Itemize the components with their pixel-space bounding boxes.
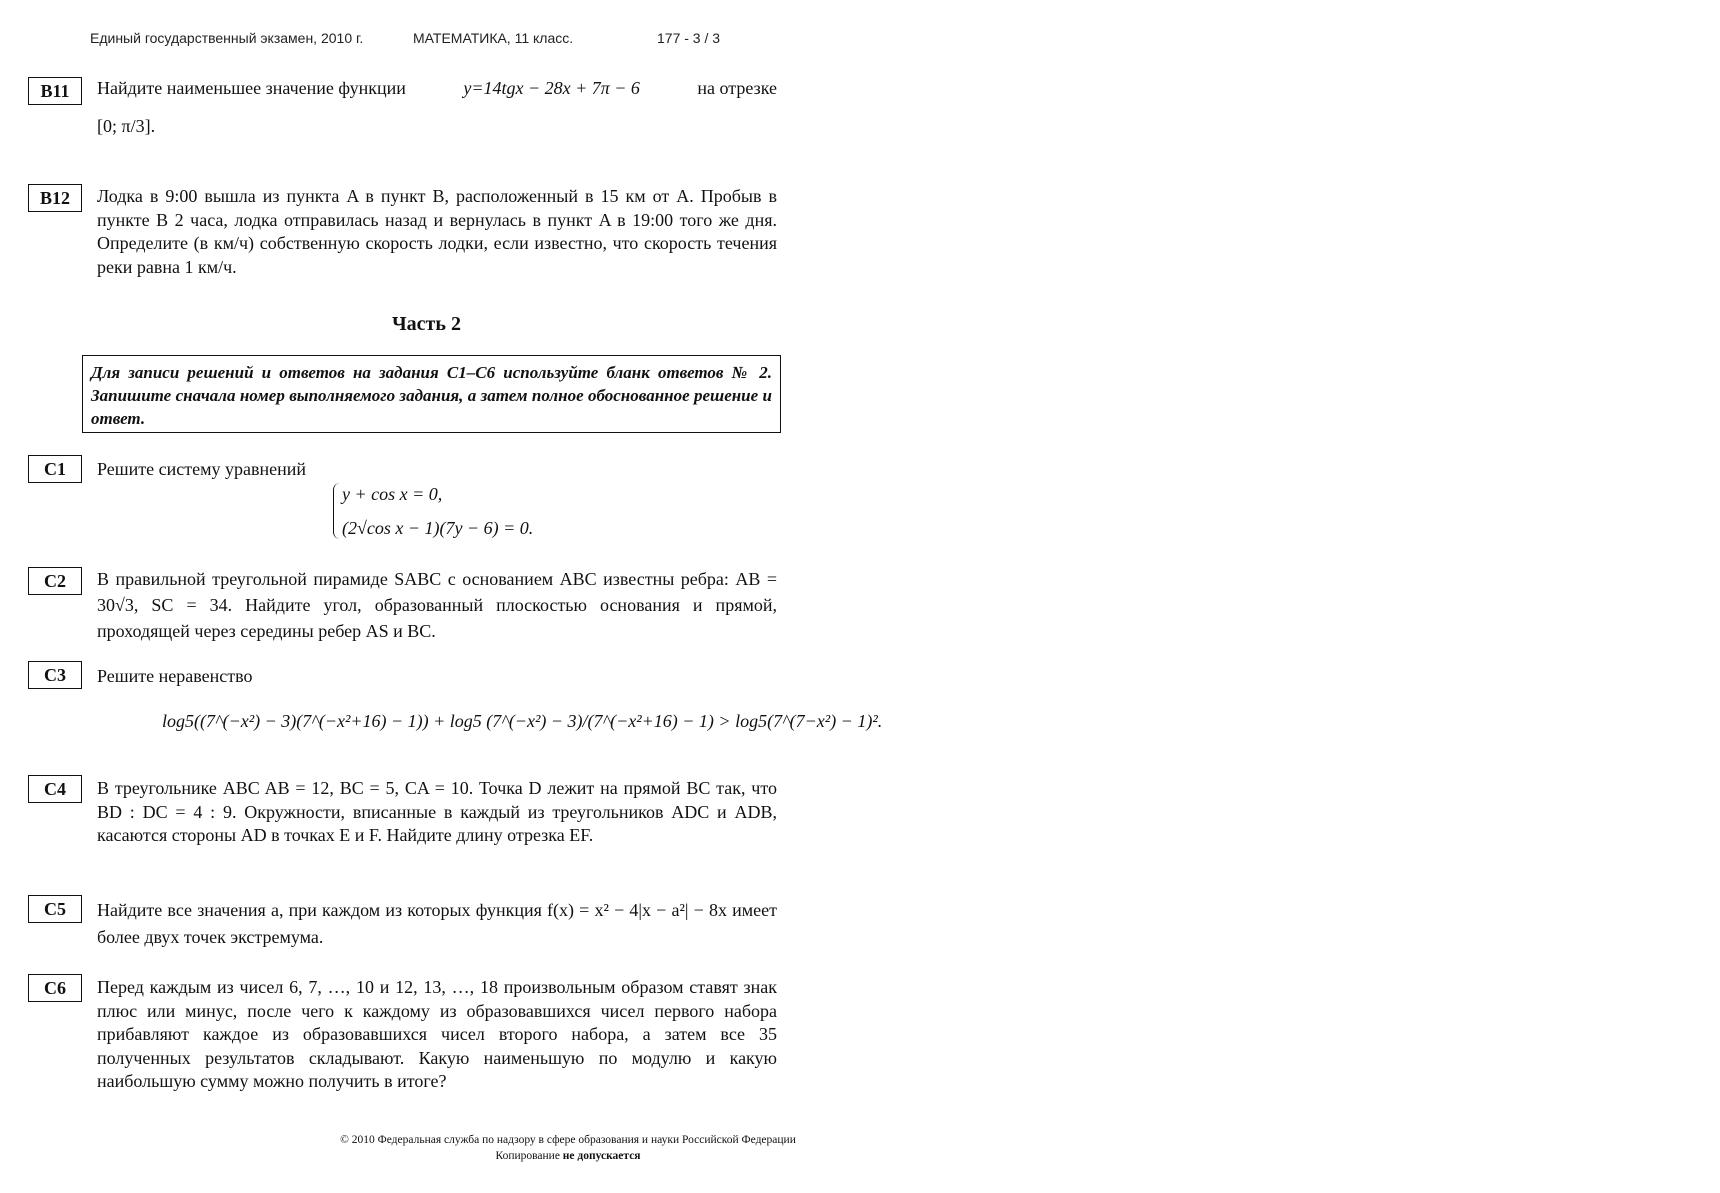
b11-after: на отрезке (697, 78, 777, 98)
c1-eq1: y + cos x = 0, (342, 484, 443, 504)
c1-eq2: (2√cos x − 1)(7y − 6) = 0. (342, 518, 534, 538)
footer-copy-text: Копирование (495, 1150, 560, 1162)
part2-instructions: Для записи решений и ответов на задания C1–C6 используйте бланк ответов № 2. Запишите сначала номер выполняемого задания, а затем полное обоснованное решение и ответ. (82, 355, 781, 433)
c4-text: В треугольнике ABC AB = 12, BC = 5, CA = 10. Точка D лежит на прямой BC так, что BD : DC = 4 : 9. Окружности, вписанные в каждый из треугольников ADC и ADB, касаются стороны AD в точках E и F. Найдите длину отрезка EF. (97, 778, 777, 845)
task-label-b12: B12 (28, 184, 82, 212)
c2-text: В правильной треугольной пирамиде SABC с основанием ABC известны ребра: AB = 30√3, SC = 34. Найдите угол, образованный плоскостью основания и прямой, проходящей через середины ребер AS и BC. (97, 569, 777, 641)
part2-title: Часть 2 (392, 313, 461, 335)
c5-text: Найдите все значения a, при каждом из которых функция f(x) = x² − 4|x − a²| − 8x имеет более двух точек экстремума. (97, 900, 777, 947)
footer-copy-notice (0, 1150, 1428, 1162)
b11-interval: [0; π/3]. (97, 115, 156, 136)
header-subject: МАТЕМАТИКА, 11 класс. (413, 30, 574, 46)
task-b11 (97, 77, 777, 138)
footer-copyright: © 2010 Федеральная служба по надзору в сфере образования и науки Российской Федерации (340, 1134, 796, 1146)
footer-copy-bold: не допускается (562, 1150, 641, 1162)
task-label-c2: C2 (28, 567, 82, 595)
b11-formula: y=14tgx − 28x + 7π − 6 (463, 78, 640, 98)
c6-text: Перед каждым из чисел 6, 7, …, 10 и 12, 13, …, 18 произвольным образом ставят знак плюс или минус, после чего к каждому из образовавшихся чисел первого набора прибавляют каждое из образовавшихся чисел второго набора, а затем все 35 полученных результатов складывают. Какую наименьшую по модулю и какую наибольшую сумму можно получить в итоге? (97, 977, 777, 1091)
c3-formula: log5((7^(−x²) − 3)(7^(−x²+16) − 1)) + log5 (7^(−x²) − 3)/(7^(−x²+16) − 1) > log5(7^(7−x²) − 1)². (162, 711, 883, 731)
task-b12 (97, 185, 777, 279)
task-label-c5: C5 (28, 895, 82, 923)
c3-text: Решите неравенство (97, 666, 253, 686)
header-exam: Единый государственный экзамен, 2010 г. (90, 30, 364, 46)
b12-text: Лодка в 9:00 вышла из пункта A в пункт B, расположенный в 15 км от A. Пробыв в пункте B 2 часа, лодка отправилась назад и вернулась в пункт A в 19:00 того же дня. Определите (в км/ч) собственную скорость лодки, если известно, что скорость течения реки равна 1 км/ч. (97, 186, 777, 277)
task-label-c3: C3 (28, 661, 82, 689)
task-label-c4: C4 (28, 775, 82, 803)
task-label-c6: C6 (28, 974, 82, 1002)
header-page: 177 - 3 / 3 (657, 30, 721, 46)
b11-text: Найдите наименьшее значение функции (97, 78, 406, 98)
c1-system-brace (333, 483, 340, 539)
task-label-b11: B11 (28, 77, 82, 105)
c1-text: Решите систему уравнений (97, 459, 306, 479)
task-label-c1: C1 (28, 455, 82, 483)
